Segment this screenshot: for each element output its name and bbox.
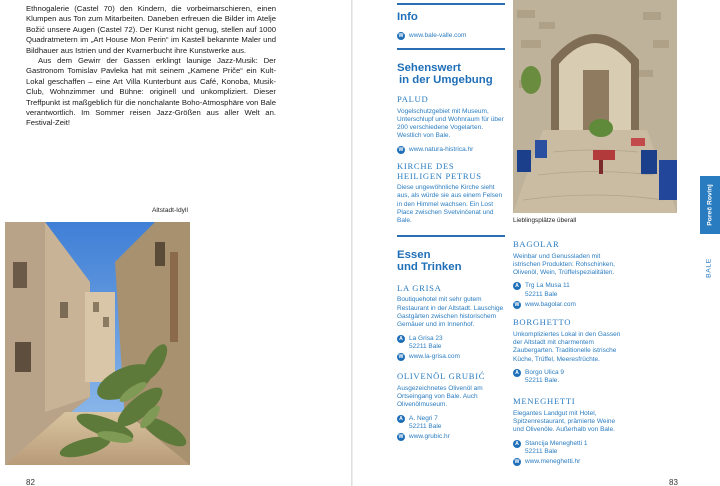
grubic-text: Ausgezeichnetes Olivenöl am Ortseingang von Bale. Auch Olivenölmuseum.: [397, 384, 483, 409]
bagolar-address-text: [525, 282, 570, 298]
palud-web[interactable]: [397, 146, 505, 154]
grubic-web-link[interactable]: www.grubic.hr: [409, 433, 450, 441]
grubic-address-line1: A. Negri 7: [409, 414, 438, 422]
web-icon: W: [398, 146, 404, 153]
rule-info: [397, 3, 505, 5]
borghetto-address: [513, 369, 623, 385]
restaurants-column: [513, 240, 623, 466]
rule-food: [397, 235, 505, 237]
palud-title: PALUD: [397, 93, 429, 104]
address-icon: A: [513, 369, 521, 377]
paragraph-1: Ethnogalerie (Castel 70) den Kindern, die vorbeimarschieren, einen Klumpen aus Ton zum Mitarbeiten. Daneben erfreuen die Bilder im Atelje Božić unsere Augen (Castel 72). Der Kunst nicht genug, stellen auf 1000 Quadratmetern im „Art House Mon Perin“ im Kastell bekannte Maler und Bildhauer aus Istrien und der Kvarnerbucht ihre Kunstwerke aus.: [26, 4, 276, 55]
kirche-title: [397, 162, 505, 181]
address-icon: A: [513, 440, 521, 448]
borghetto-address-text: [525, 369, 564, 385]
lagrisa-address-line1: La Grisa 23: [409, 334, 443, 342]
left-body-text: [26, 4, 276, 129]
food-heading: [397, 249, 505, 274]
meneghetti-address: [513, 440, 623, 456]
info-web[interactable]: [397, 32, 505, 40]
bagolar-address: [513, 282, 623, 298]
chapter-tab-label: Poreč Rovinj: [706, 184, 714, 226]
meneghetti-text: Elegantes Landgut mit Hotel, Spitzenrestaurant, prämierte Weine und Olivenöle. Außerhalb von Bale.: [513, 409, 616, 434]
sights-heading-line1: Sehenswert: [397, 61, 461, 74]
page-number-right: 83: [669, 478, 678, 486]
meneghetti-address-text: [525, 440, 588, 456]
lagrisa-address-text: [409, 335, 443, 351]
alley-photo: [5, 222, 190, 465]
palud-web-link[interactable]: www.natura-histrica.hr: [409, 145, 474, 153]
palud-text: Vogelschutzgebiet mit Museum, Unterschlupf und Wohnraum für über 200 verschiedene Vogelarten. Westlich von Bale.: [397, 107, 504, 140]
chapter-tab[interactable]: [700, 176, 720, 234]
bagolar-title: BAGOLAR: [513, 239, 560, 249]
section-side-label: [699, 258, 719, 278]
borghetto-text: Unkompliziertes Lokal in den Gassen der Altstadt mit charmentem Zaubergarten. Traditionelle istrische Küche, Trüffel, Meeresfrüchte.: [513, 330, 621, 363]
lagrisa-web-link[interactable]: www.la-grisa.com: [409, 353, 460, 361]
web-icon: W: [514, 301, 520, 308]
kirche-text: Diese ungewöhnliche Kirche sieht aus, als würde sie aus einem Felsen in den Himmel wachsen. Ein Lost Place zwischen Svetvinčenat und Bale.: [397, 184, 503, 225]
photo-caption-right: Lieblingsplätze überall: [513, 217, 577, 224]
web-icon: W: [398, 434, 404, 441]
bagolar-address-line2: 52211 Bale: [525, 290, 558, 298]
lagrisa-title: LA GRISA: [397, 282, 442, 293]
grubic-address: [397, 415, 505, 431]
meneghetti-web-link[interactable]: www.meneghetti.hr: [525, 458, 581, 466]
photo-caption-left: Altstadt-Idyll: [152, 207, 188, 214]
borghetto-address-line1: Borgo Ulica 9: [525, 368, 565, 376]
web-icon: W: [514, 459, 520, 466]
borghetto-address-line2: 52211 Bale.: [525, 377, 560, 385]
lagrisa-address: [397, 335, 505, 351]
lagrisa-web[interactable]: [397, 353, 505, 361]
meneghetti-title: MENEGHETTI: [513, 396, 576, 407]
bagolar-address-line1: Trg La Musa 11: [525, 282, 570, 290]
paragraph-2: Aus dem Gewirr der Gassen erklingt launige Jazz-Musik: Der Gastronom Tomislav Pavleka hat mit seinem „Kamene Priče“ ein Kult-Lokal geschaffen – eine Art Villa Kunterbunt aus Café, Konoba, Musik-Club, Wohnzimmer und Bühne: originell und unkompliziert. Dieser Treffpunkt ist maßgeblich für die nonchalante Boho-Atmosphäre von Bale verantwortlich. Im Sommer reisen Jazz-Größen aus aller Welt an. Festival-Zeit!: [26, 56, 276, 128]
info-column: [397, 0, 505, 441]
section-side-label-text: BALE: [705, 258, 713, 278]
food-heading-line2: und Trinken: [397, 261, 462, 274]
grubic-title: OLIVENÖL GRUBIĆ: [397, 371, 486, 382]
grubic-address-text: [409, 415, 441, 431]
lagrisa-text: Boutiquehotel mit sehr gutem Restaurant in der Altstadt. Lauschige Gastgärten zwischen historischem Gemäuer und im Innenhof.: [397, 296, 504, 329]
grubic-address-line2: 52211 Bale: [409, 422, 442, 430]
bagolar-web-link[interactable]: www.bagolar.com: [525, 300, 576, 308]
kirche-title-line1: KIRCHE DES: [397, 160, 455, 171]
info-heading: Info: [397, 11, 418, 23]
info-web-link[interactable]: www.bale-valle.com: [409, 31, 467, 39]
rule-sights: [397, 48, 505, 50]
bagolar-web[interactable]: [513, 301, 623, 309]
web-icon: W: [398, 32, 404, 39]
meneghetti-web[interactable]: [513, 458, 623, 466]
meneghetti-address-line1: Stancija Meneghetti 1: [525, 439, 588, 447]
sights-heading: [397, 62, 505, 87]
grubic-web[interactable]: [397, 433, 505, 441]
food-heading-line1: Essen: [397, 248, 431, 261]
address-icon: A: [397, 415, 405, 423]
lagrisa-address-line2: 52211 Bale: [409, 342, 442, 350]
courtyard-photo: [513, 0, 677, 213]
borghetto-title: BORGHETTO: [513, 317, 572, 328]
page-number-left: 82: [26, 478, 35, 486]
sights-heading-line2: in der Umgebung: [399, 74, 493, 87]
meneghetti-address-line2: 52211 Bale: [525, 447, 558, 455]
web-icon: W: [398, 354, 404, 361]
address-icon: A: [397, 335, 405, 343]
bagolar-text: Weinbar und Genussladen mit istrischen Produkten: Rohschinken, Olivenöl, Wein, Trüffelspezialitäten.: [513, 252, 615, 277]
kirche-title-line2: HEILIGEN PETRUS: [397, 170, 482, 181]
address-icon: A: [513, 282, 521, 290]
book-gutter: [351, 0, 353, 486]
